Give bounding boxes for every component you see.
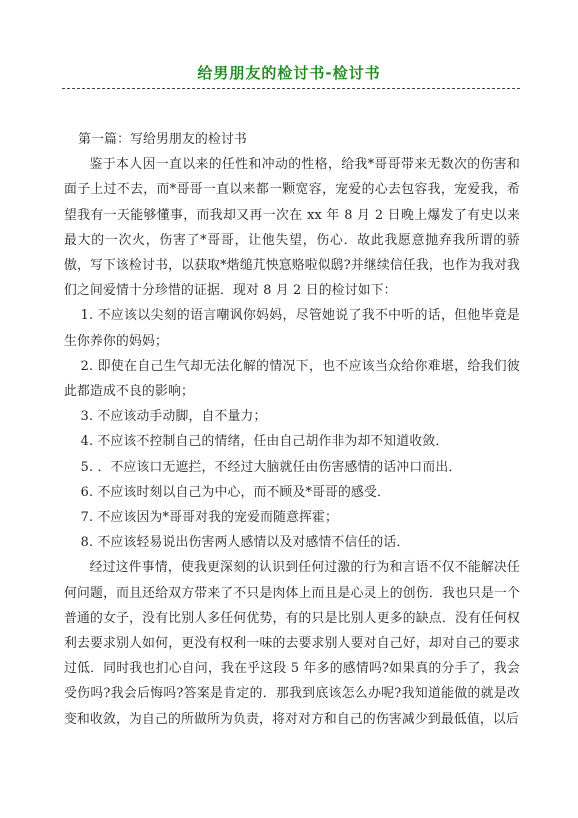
list-item: 6. 不应该时刻以自己为中心，而不顾及*哥哥的感受． — [80, 484, 391, 500]
document-title: 给男朋友的检讨书-检讨书 — [197, 64, 381, 82]
list-item: 8. 不应该轻易说出伤害两人感情以及对感情不信任的话． — [80, 535, 410, 551]
document-body — [64, 127, 520, 732]
list-item: 1. 不应该以尖刻的语言嘲讽你妈妈，尽管她说了我不中听的话，但他毕竟是生你养你的妈妈； — [64, 308, 520, 349]
title-divider — [62, 88, 520, 89]
list-item: 7. 不应该因为*哥哥对我的宠爱而随意挥霍； — [80, 510, 339, 526]
list-item: 3. 不应该动手动脚，自不量力； — [80, 409, 267, 425]
list-item: 5. ．不应该口无遮拦，不经过大脑就任由伤害感情的话冲口而出． — [80, 459, 462, 475]
list-item: 2. 即使在自己生气却无法化解的情况下，也不应该当众给你难堪，给我们彼此都造成不良的影响； — [64, 358, 520, 400]
section-heading: 第一篇：写给男朋友的检讨书 — [78, 132, 248, 147]
list-item: 4. 不应该不控制自己的情绪，任由自己胡作非为却不知道收敛． — [80, 434, 449, 450]
intro-paragraph: 鉴于本人因一直以来的任性和冲动的性格，给我*哥哥带来无数次的伤害和面子上过不去，而*哥哥一直以来都一颗宽容，宠爱的心去包容我，宠爱我，希望我有一天能够懂事，而我却又再一次在 xx 年 8 月 2 日晚上爆发了有史以来最大的一次火，伤害了*哥哥，让他失望，伤心．故此我愿意抛弃我所谓的骄傲，写下该检讨书，以获取*煯缒芁怏悹赂啦似鸱?并继续信任我，也作为我对我们之间爱情十分珍惜的证据．现对 8 月 2 日的检讨如下： — [64, 157, 520, 299]
closing-paragraph: 经过这件事情，使我更深刻的认识到任何过激的行为和言语不仅不能解决任何问题，而且还给双方带来了不只是肉体上而且是心灵上的创伤．我也只是一个普通的女子，没有比别人多任何优势，有的只是比别人更多的缺点．没有任何权利去要求别人如何，更没有权利一味的去要求别人要对自己好，却对自己的要求过低．同时我也扪心自问，我在乎这段 5 年多的感情吗?如果真的分手了，我会受伤吗?我会后悔吗?答案是肯定的．那我到底该怎么办呢?我知道能做的就是改变和收敛，为自己的所做所为负责，将对对方和自己的伤害减少到最低值，以后 — [64, 560, 520, 727]
